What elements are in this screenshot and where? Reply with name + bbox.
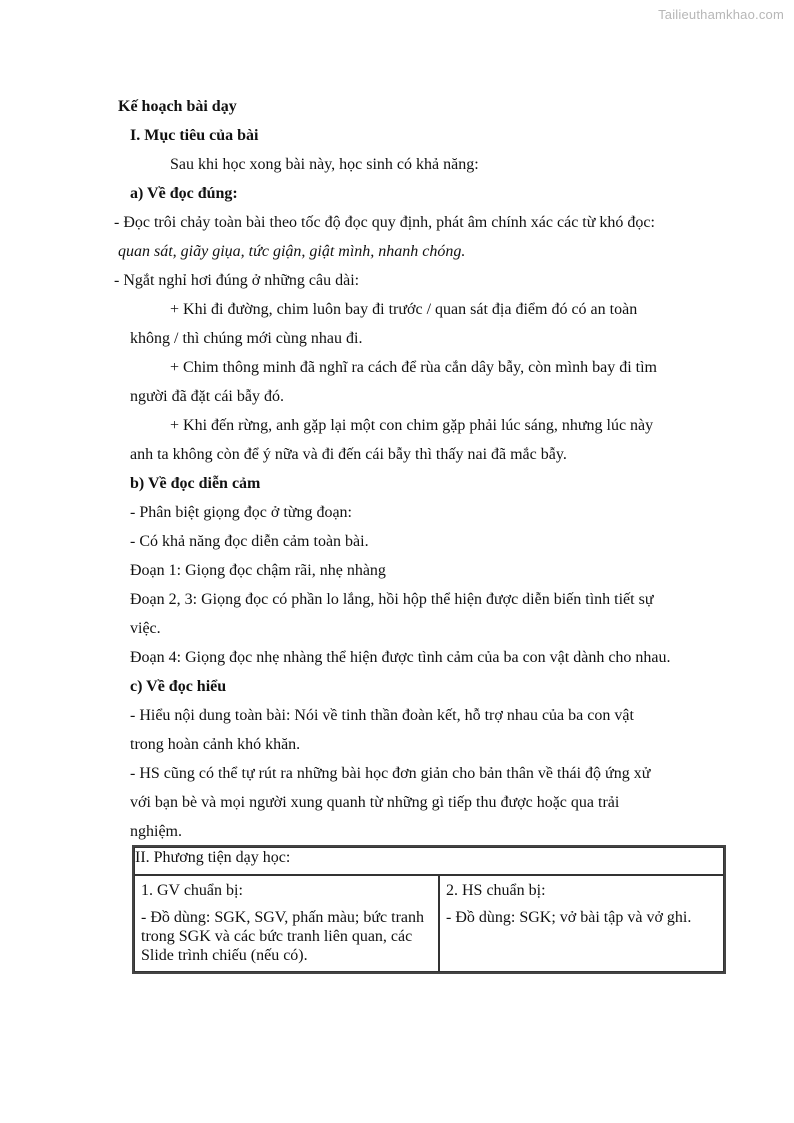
comprehension-line-2a: - HS cũng có thể tự rút ra những bài học đơn giản cho bản thân về thái độ ứng xử	[130, 765, 651, 782]
table-header	[134, 847, 724, 875]
gv-body: - Đồ dùng: SGK, SGV, phấn màu; bức tranh trong SGK và các bức tranh liên quan, các Slide trình chiếu (nếu có).	[141, 909, 425, 964]
document-body	[114, 92, 718, 846]
comprehension-line-2b: với bạn bè và mọi người xung quanh từ những gì tiếp thu được hoặc qua trải	[130, 794, 620, 811]
comprehension-line-1a: - Hiểu nội dung toàn bài: Nói về tinh thần đoàn kết, hỗ trợ nhau của ba con vật	[130, 707, 634, 724]
paragraph-23-voice-b: việc.	[130, 620, 161, 637]
section-heading-objectives: I. Mục tiêu của bài	[130, 127, 259, 144]
expressive-line-1: - Phân biệt giọng đọc ở từng đoạn:	[130, 504, 352, 521]
example-2-line-a: + Chim thông minh đã nghĩ ra cách để rùa cắn dây bẫy, còn mình bay đi tìm	[170, 359, 657, 376]
resources-heading: II. Phương tiện dạy học:	[135, 849, 291, 866]
subheading-read-correctly: a) Về đọc đúng:	[130, 185, 238, 202]
subheading-comprehension: c) Về đọc hiểu	[130, 678, 227, 695]
pause-intro: - Ngắt nghỉ hơi đúng ở những câu dài:	[114, 272, 360, 289]
example-2-line-b: người đã đặt cái bẫy đó.	[130, 388, 284, 405]
paragraph-1-voice: Đoạn 1: Giọng đọc chậm rãi, nhẹ nhàng	[130, 562, 386, 579]
objectives-intro: Sau khi học xong bài này, học sinh có khả năng:	[170, 156, 479, 173]
comprehension-line-2c: nghiệm.	[130, 823, 182, 840]
example-3-line-a: + Khi đến rừng, anh gặp lại một con chim gặp phải lúc sáng, nhưng lúc này	[170, 417, 654, 434]
watermark: Tailieuthamkhao.com	[658, 7, 784, 22]
example-3-line-b: anh ta không còn để ý nữa và đi đến cái bẫy thì thấy nai đã mắc bẫy.	[130, 446, 567, 463]
hs-cell	[439, 875, 724, 972]
example-1-line-b: không / thì chúng mới cùng nhau đi.	[130, 330, 363, 347]
gv-title: 1. GV chuẩn bị:	[141, 882, 243, 899]
paragraph-4-voice: Đoạn 4: Giọng đọc nhẹ nhàng thể hiện được tình cảm của ba con vật dành cho nhau.	[130, 649, 671, 666]
expressive-line-2: - Có khả năng đọc diễn cảm toàn bài.	[130, 533, 369, 550]
hs-body: - Đồ dùng: SGK; vở bài tập và vở ghi.	[446, 909, 692, 926]
comprehension-line-1b: trong hoàn cảnh khó khăn.	[130, 736, 301, 753]
gv-cell	[134, 875, 439, 972]
subheading-expressive-reading: b) Về đọc diễn cảm	[130, 475, 261, 492]
hs-title: 2. HS chuẩn bị:	[446, 882, 546, 899]
document-title: Kế hoạch bài dạy	[118, 98, 237, 115]
teaching-resources-table	[132, 845, 726, 974]
example-1-line-a: + Khi đi đường, chim luôn bay đi trước / quan sát địa điểm đó có an toàn	[170, 301, 638, 318]
difficult-words: quan sát, giãy giụa, tức giận, giật mình, nhanh chóng.	[118, 243, 466, 260]
paragraph-23-voice-a: Đoạn 2, 3: Giọng đọc có phần lo lắng, hồi hộp thể hiện được diễn biến tình tiết sự	[130, 591, 654, 608]
read-correctly-line: - Đọc trôi chảy toàn bài theo tốc độ đọc quy định, phát âm chính xác các từ khó đọc:	[114, 214, 655, 231]
